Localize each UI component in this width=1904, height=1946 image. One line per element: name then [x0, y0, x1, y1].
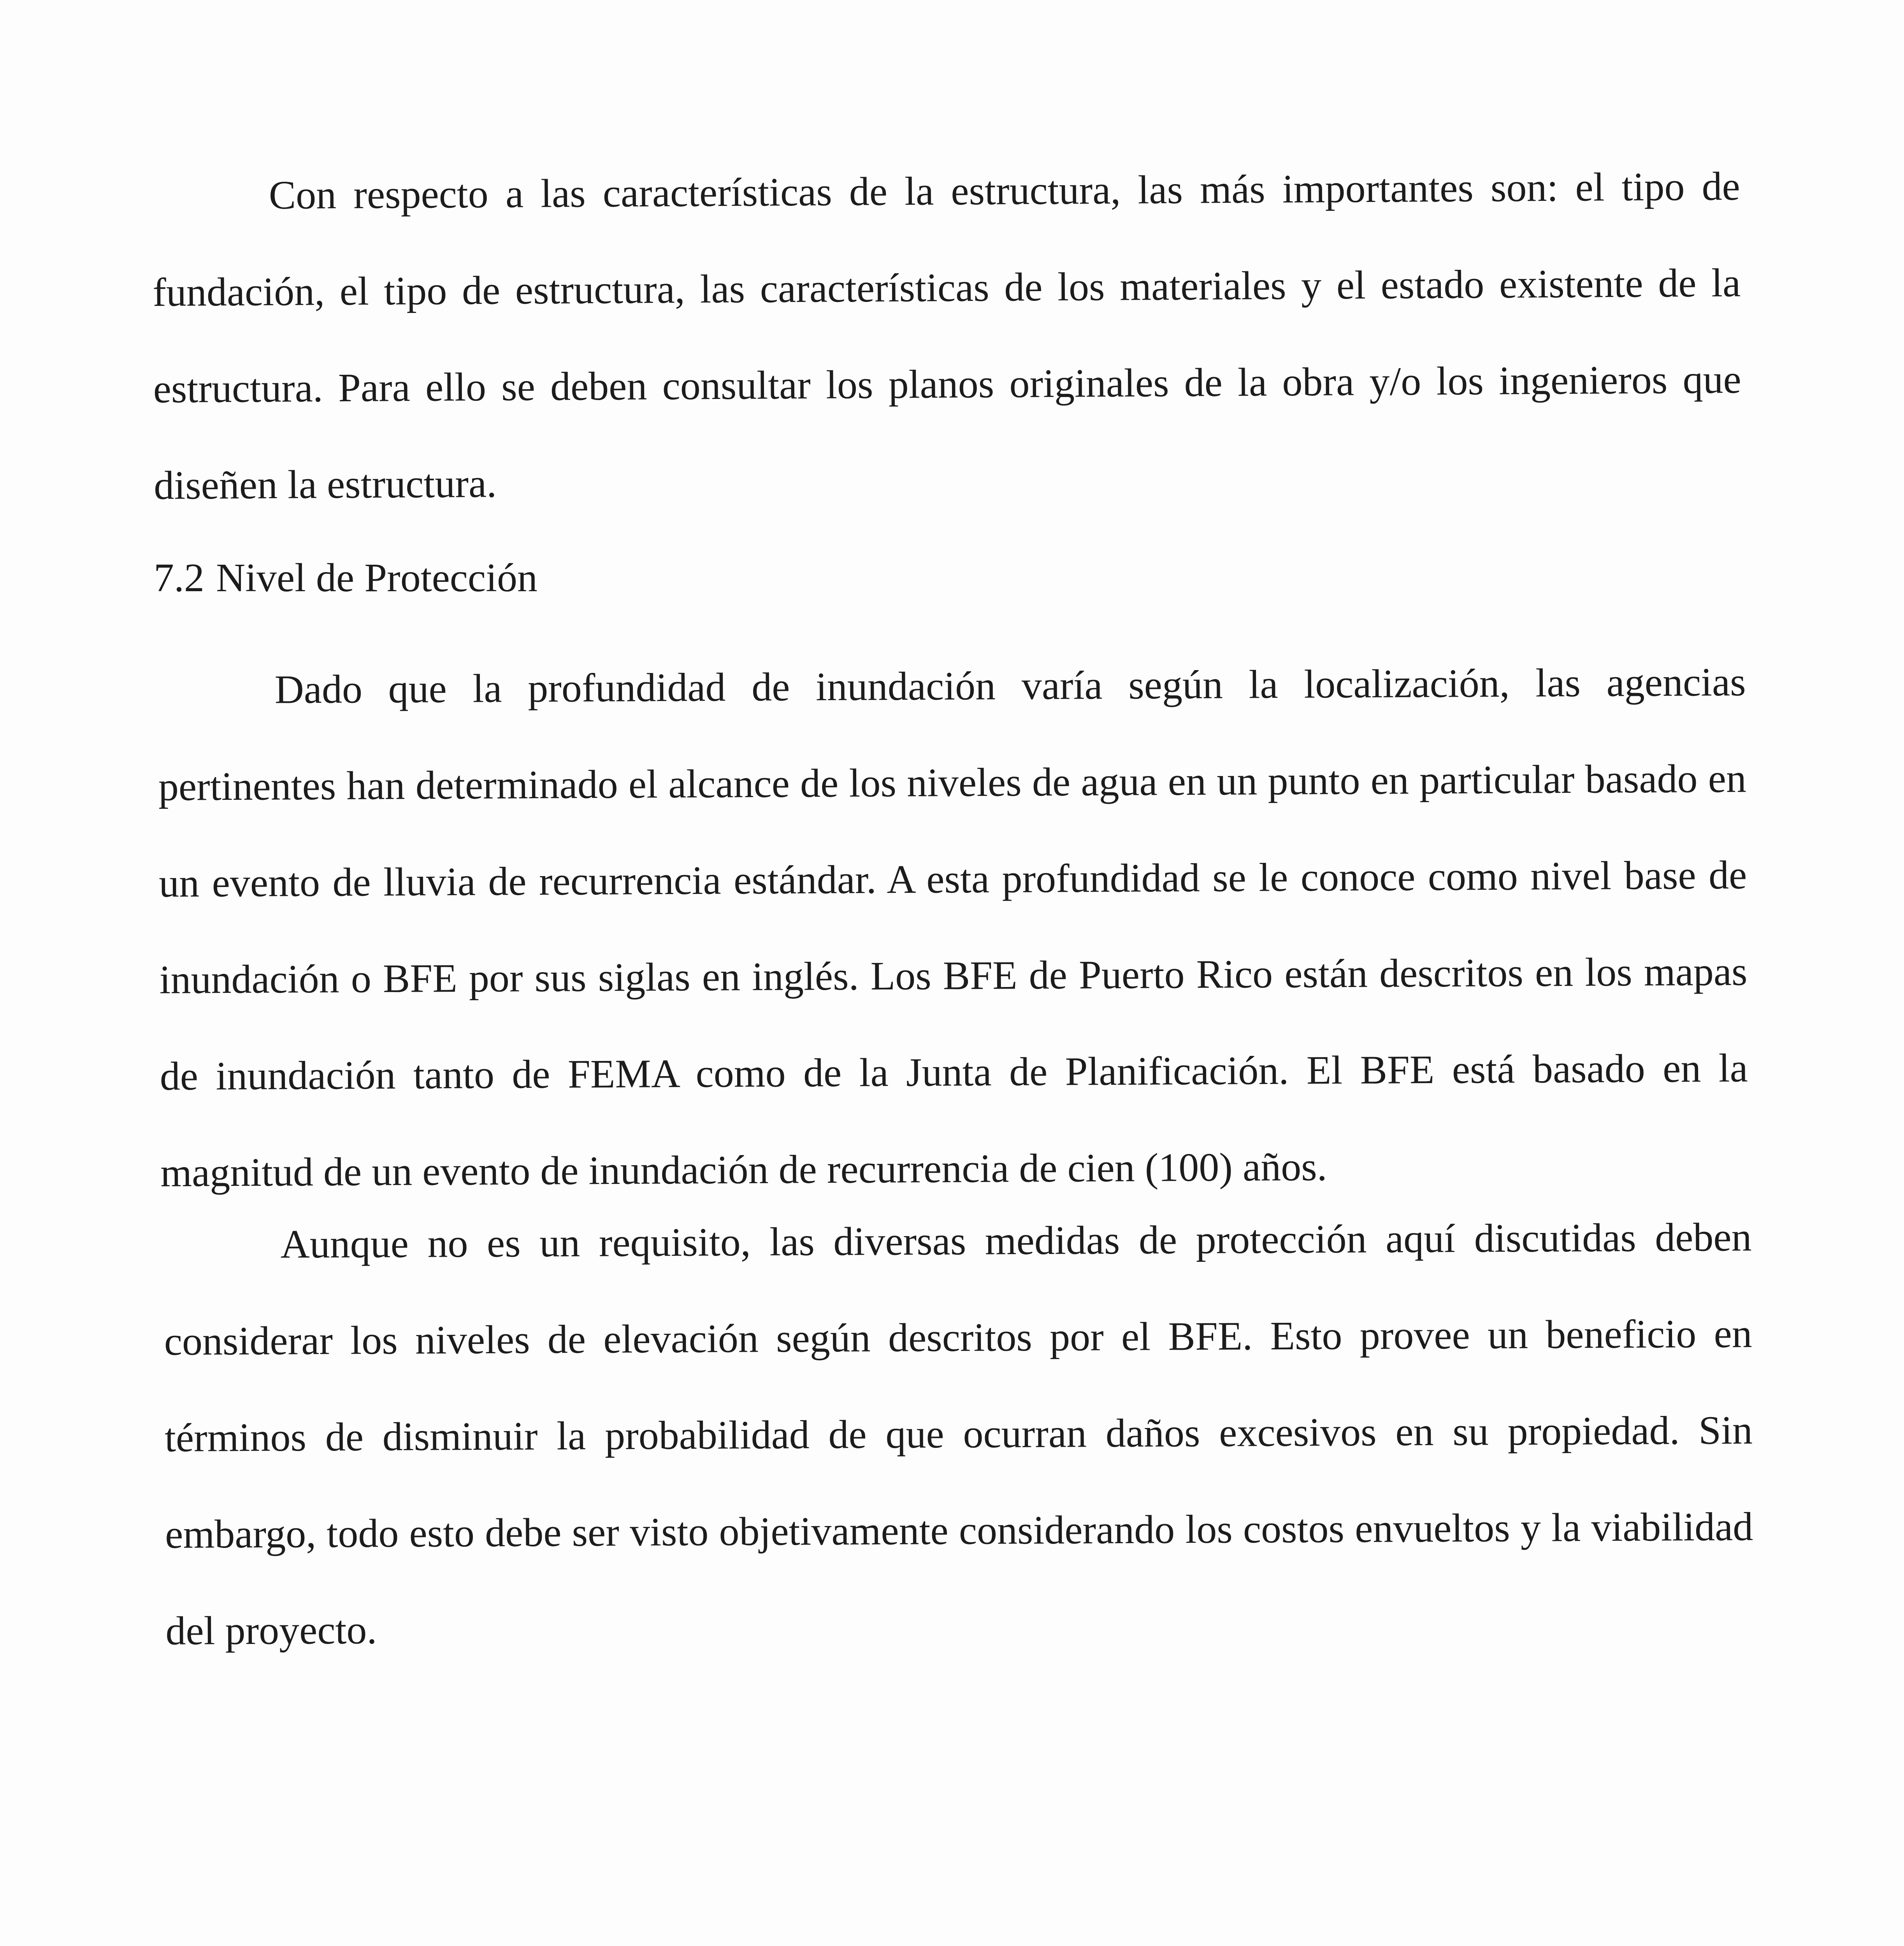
paragraph-protection-measures: Aunque no es un requisito, las diversas medidas de protección aquí discutidas deben considerar los niveles de elevación según descritos por el BFE. Esto provee un beneficio en términos de disminuir la probabilidad de que ocurran daños excesivos en su propiedad. Sin embargo, todo esto debe ser visto objetivamente considerando los costos envueltos y la viabilidad del proyecto.: [164, 1215, 1753, 1653]
section-title: Nivel de Protección: [216, 555, 537, 600]
paragraph-structure-characteristics: Con respecto a las características de la estructura, las más importantes son: el tipo de fundación, el tipo de estructura, las características de los materiales y el estado existente de la estructura. Para ello se deben consultar los planos originales de la obra y/o los ingenieros que diseñen la estructura.: [152, 164, 1742, 508]
section-number: 7.2: [154, 555, 204, 600]
section-heading: [154, 553, 537, 603]
paragraph-flood-depth: Dado que la profundidad de inundación varía según la localización, las agencias pertinentes han determinado el alcance de los niveles de agua en un punto en particular basado en un evento de lluvia de recurrencia estándar. A esta profundidad se le conoce como nivel base de inundación o BFE por sus siglas en inglés. Los BFE de Puerto Rico están descritos en los mapas de inundación tanto de FEMA como de la Junta de Planificación. El BFE está basado en la magnitud de un evento de inundación de recurrencia de cien (100) años.: [158, 659, 1748, 1195]
